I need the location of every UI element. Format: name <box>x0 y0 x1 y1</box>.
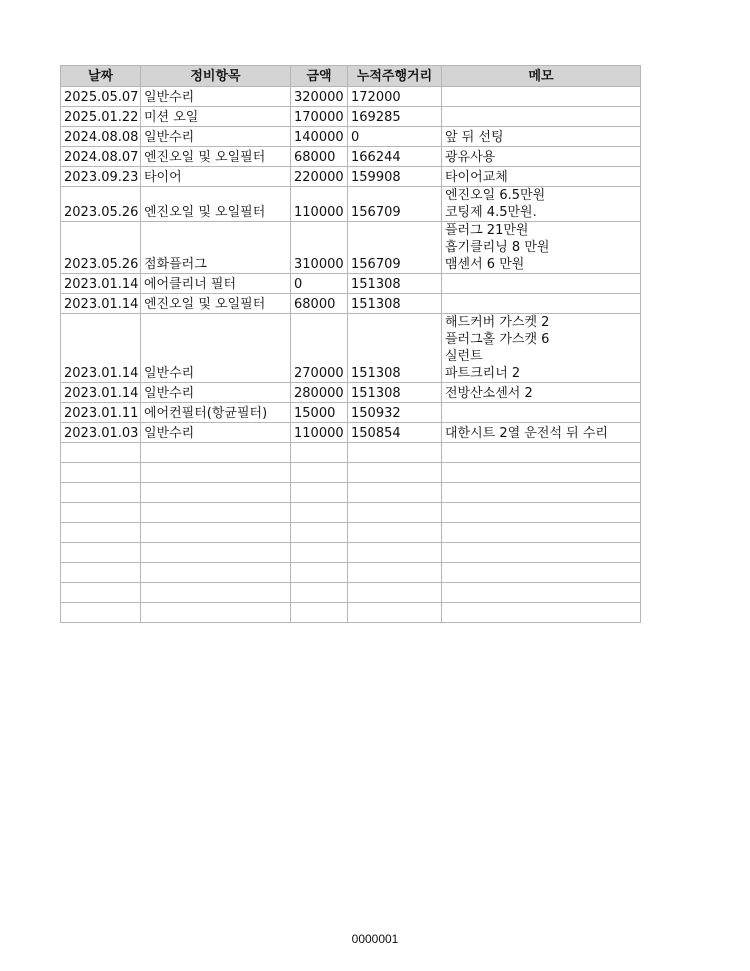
cell-memo: 전방산소센서 2 <box>442 383 641 403</box>
cell-mileage: 169285 <box>348 107 442 127</box>
table-row <box>61 87 641 107</box>
cell-memo <box>442 403 641 423</box>
empty-cell <box>348 463 442 483</box>
cell-mileage: 150854 <box>348 423 442 443</box>
empty-cell <box>348 523 442 543</box>
empty-cell <box>61 523 141 543</box>
cell-mileage: 151308 <box>348 314 442 383</box>
cell-mileage: 156709 <box>348 187 442 222</box>
empty-cell <box>348 483 442 503</box>
empty-cell <box>442 483 641 503</box>
empty-table-row <box>61 483 641 503</box>
table-row <box>61 187 641 222</box>
cell-mileage: 166244 <box>348 147 442 167</box>
cell-date: 2025.01.22 <box>61 107 141 127</box>
cell-mileage: 151308 <box>348 274 442 294</box>
cell-date: 2025.05.07 <box>61 87 141 107</box>
cell-date: 2023.01.14 <box>61 383 141 403</box>
empty-table-row <box>61 503 641 523</box>
table-row <box>61 403 641 423</box>
cell-amount: 270000 <box>291 314 348 383</box>
table-row <box>61 274 641 294</box>
empty-cell <box>291 503 348 523</box>
empty-cell <box>141 563 291 583</box>
empty-cell <box>61 443 141 463</box>
cell-amount: 68000 <box>291 147 348 167</box>
cell-mileage: 0 <box>348 127 442 147</box>
cell-date: 2023.01.11 <box>61 403 141 423</box>
table-row <box>61 107 641 127</box>
cell-memo: 타이어교체 <box>442 167 641 187</box>
cell-service-item: 일반수리 <box>141 383 291 403</box>
empty-cell <box>291 443 348 463</box>
cell-mileage: 156709 <box>348 222 442 274</box>
empty-cell <box>442 543 641 563</box>
table-row <box>61 147 641 167</box>
empty-cell <box>442 523 641 543</box>
cell-amount: 170000 <box>291 107 348 127</box>
table-row <box>61 383 641 403</box>
empty-cell <box>291 483 348 503</box>
cell-date: 2023.05.26 <box>61 187 141 222</box>
empty-cell <box>348 503 442 523</box>
cell-memo: 엔진오일 6.5만원 코팅제 4.5만원. <box>442 187 641 222</box>
empty-table-row <box>61 543 641 563</box>
empty-cell <box>61 483 141 503</box>
empty-cell <box>291 523 348 543</box>
table-row <box>61 294 641 314</box>
maintenance-log-table <box>60 65 641 623</box>
cell-date: 2023.01.03 <box>61 423 141 443</box>
header-memo: 메모 <box>442 66 641 87</box>
cell-memo: 앞 뒤 선팅 <box>442 127 641 147</box>
cell-amount: 320000 <box>291 87 348 107</box>
empty-cell <box>291 603 348 623</box>
table-row <box>61 167 641 187</box>
empty-cell <box>291 543 348 563</box>
empty-cell <box>348 603 442 623</box>
page-number: 0000001 <box>351 932 399 946</box>
empty-table-row <box>61 563 641 583</box>
cell-amount: 15000 <box>291 403 348 423</box>
cell-service-item: 일반수리 <box>141 314 291 383</box>
empty-cell <box>61 503 141 523</box>
empty-table-row <box>61 583 641 603</box>
table-body <box>61 87 641 623</box>
cell-amount: 140000 <box>291 127 348 147</box>
empty-table-row <box>61 463 641 483</box>
empty-cell <box>61 563 141 583</box>
cell-date: 2023.01.14 <box>61 314 141 383</box>
cell-service-item: 일반수리 <box>141 87 291 107</box>
empty-cell <box>291 563 348 583</box>
cell-service-item: 에어컨필터(항균필터) <box>141 403 291 423</box>
empty-table-row <box>61 523 641 543</box>
cell-date: 2023.09.23 <box>61 167 141 187</box>
cell-memo <box>442 274 641 294</box>
cell-mileage: 151308 <box>348 294 442 314</box>
cell-mileage: 150932 <box>348 403 442 423</box>
cell-service-item: 일반수리 <box>141 127 291 147</box>
cell-service-item: 에어클리너 필터 <box>141 274 291 294</box>
cell-service-item: 점화플러그 <box>141 222 291 274</box>
cell-memo: 대한시트 2열 운전석 뒤 수리 <box>442 423 641 443</box>
empty-cell <box>141 583 291 603</box>
table-row <box>61 222 641 274</box>
cell-memo <box>442 107 641 127</box>
cell-amount: 110000 <box>291 187 348 222</box>
cell-service-item: 엔진오일 및 오일필터 <box>141 294 291 314</box>
header-row <box>61 66 641 87</box>
empty-cell <box>442 503 641 523</box>
cell-amount: 310000 <box>291 222 348 274</box>
cell-memo: 플러그 21만원 흡기클리닝 8 만원 맴센서 6 만원 <box>442 222 641 274</box>
empty-cell <box>348 443 442 463</box>
empty-cell <box>141 603 291 623</box>
empty-cell <box>291 583 348 603</box>
table-row <box>61 423 641 443</box>
empty-cell <box>61 583 141 603</box>
cell-service-item: 엔진오일 및 오일필터 <box>141 147 291 167</box>
cell-memo <box>442 87 641 107</box>
cell-memo: 해드커버 가스켓 2 플러그홀 가스캣 6 실런트 파트크리너 2 <box>442 314 641 383</box>
cell-amount: 280000 <box>291 383 348 403</box>
cell-service-item: 타이어 <box>141 167 291 187</box>
empty-cell <box>141 443 291 463</box>
cell-mileage: 159908 <box>348 167 442 187</box>
cell-amount: 220000 <box>291 167 348 187</box>
empty-cell <box>442 583 641 603</box>
header-amount: 금액 <box>291 66 348 87</box>
cell-date: 2024.08.08 <box>61 127 141 147</box>
cell-service-item: 엔진오일 및 오일필터 <box>141 187 291 222</box>
header-service-item: 정비항목 <box>141 66 291 87</box>
cell-date: 2023.05.26 <box>61 222 141 274</box>
cell-amount: 110000 <box>291 423 348 443</box>
empty-cell <box>348 583 442 603</box>
empty-cell <box>442 463 641 483</box>
cell-amount: 0 <box>291 274 348 294</box>
header-date: 날짜 <box>61 66 141 87</box>
table-row <box>61 127 641 147</box>
table-row <box>61 314 641 383</box>
cell-date: 2023.01.14 <box>61 294 141 314</box>
cell-mileage: 151308 <box>348 383 442 403</box>
cell-service-item: 미션 오일 <box>141 107 291 127</box>
cell-amount: 68000 <box>291 294 348 314</box>
empty-cell <box>61 603 141 623</box>
empty-cell <box>348 543 442 563</box>
cell-memo: 광유사용 <box>442 147 641 167</box>
empty-cell <box>141 523 291 543</box>
empty-cell <box>348 563 442 583</box>
empty-cell <box>141 503 291 523</box>
empty-cell <box>141 463 291 483</box>
empty-cell <box>442 563 641 583</box>
empty-cell <box>141 543 291 563</box>
table-header <box>61 66 641 87</box>
empty-cell <box>61 543 141 563</box>
empty-cell <box>291 463 348 483</box>
cell-service-item: 일반수리 <box>141 423 291 443</box>
cell-memo <box>442 294 641 314</box>
cell-date: 2023.01.14 <box>61 274 141 294</box>
empty-table-row <box>61 603 641 623</box>
empty-cell <box>442 603 641 623</box>
cell-date: 2024.08.07 <box>61 147 141 167</box>
empty-cell <box>141 483 291 503</box>
empty-cell <box>61 463 141 483</box>
header-mileage: 누적주행거리 <box>348 66 442 87</box>
cell-mileage: 172000 <box>348 87 442 107</box>
empty-table-row <box>61 443 641 463</box>
empty-cell <box>442 443 641 463</box>
